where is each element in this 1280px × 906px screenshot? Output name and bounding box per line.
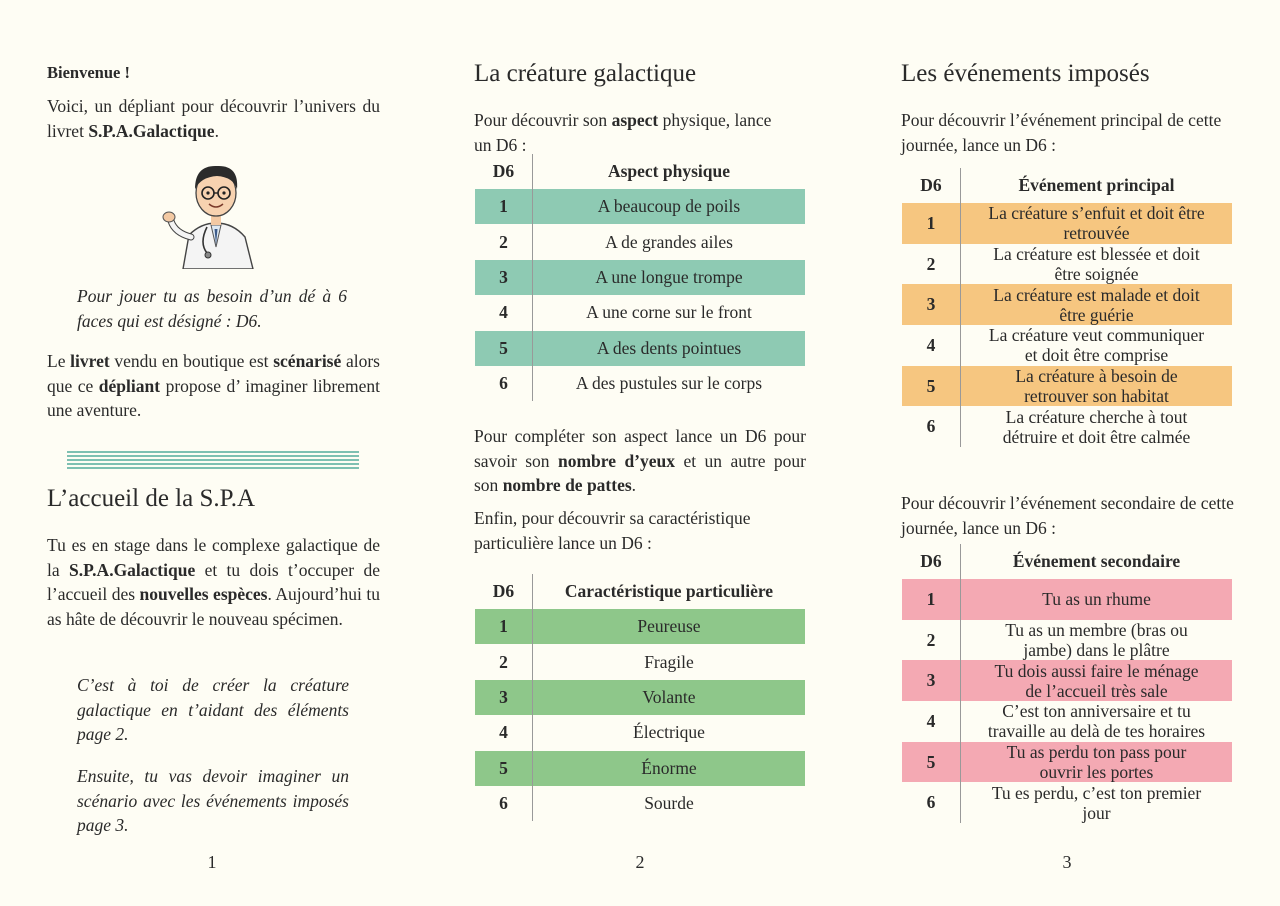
result-text: A de grandes ailes xyxy=(605,231,733,252)
table-header: Événement secondaire xyxy=(1012,551,1181,571)
carac-intro: Enfin, pour découvrir sa caractéristique particulière lance un D6 : xyxy=(474,508,751,553)
events-heading: Les événements imposés xyxy=(901,60,1150,87)
dice-value: 5 xyxy=(902,366,961,407)
result-line: La créature est malade et doit xyxy=(993,284,1200,305)
result-line: Tu as perdu ton pass pour xyxy=(1006,742,1187,763)
aspect-intro-text: Pour découvrir son xyxy=(474,110,612,130)
dice-value: 4 xyxy=(475,715,533,750)
stage-text-3: . Aujourd’hui tu as hâte de découvrir le nouveau spécimen. xyxy=(47,584,380,629)
result-text xyxy=(961,284,1233,325)
result-text: Volante xyxy=(642,686,696,707)
result-text: Sourde xyxy=(644,793,694,814)
accueil-heading: L’accueil de la S.P.A xyxy=(47,485,256,512)
result-line: C’est ton anniversaire et tu xyxy=(1002,701,1191,722)
dice-value: 4 xyxy=(902,701,961,742)
result-text xyxy=(961,742,1233,783)
result-text: Fragile xyxy=(644,651,694,672)
result-line: La créature s’enfuit et doit être xyxy=(988,203,1205,224)
result-line: et doit être comprise xyxy=(1024,345,1169,366)
table-row xyxy=(902,620,1232,661)
dice-note: Pour jouer tu as besoin d’un dé à 6 faces qui est désigné : D6. xyxy=(77,286,347,331)
dice-value: 3 xyxy=(475,260,533,295)
result-text: A beaucoup de poils xyxy=(597,196,741,217)
complete-text-3: . xyxy=(631,475,637,495)
result-line: La créature est blessée et doit xyxy=(993,244,1200,265)
table-row xyxy=(475,644,805,679)
table-header: D6 xyxy=(902,168,961,203)
create-note: C’est à toi de créer la créature galactique en t’aidant des éléments page 2. xyxy=(77,675,349,744)
dice-value: 2 xyxy=(475,224,533,259)
main-event-intro: Pour découvrir l’événement principal de cette journée, lance un D6 : xyxy=(901,110,1222,155)
dice-value: 1 xyxy=(475,189,533,224)
dice-value: 6 xyxy=(475,786,533,821)
carac-table xyxy=(475,574,805,821)
dice-value: 1 xyxy=(902,203,961,244)
nombre-yeux: nombre d’yeux xyxy=(557,450,676,471)
dice-value: 1 xyxy=(475,609,533,644)
result-text xyxy=(961,366,1233,407)
secondary-event-intro: Pour découvrir l’événement secondaire de cette journée, lance un D6 : xyxy=(901,493,1234,538)
table-row xyxy=(475,189,805,224)
dice-value: 6 xyxy=(475,366,533,401)
table-row xyxy=(902,244,1232,285)
table-row xyxy=(902,325,1232,366)
livret-text-1: Le xyxy=(47,351,71,371)
table-row xyxy=(475,260,805,295)
table-row xyxy=(475,224,805,259)
result-line: Tu dois aussi faire le ménage xyxy=(994,660,1199,681)
table-header: D6 xyxy=(475,154,533,189)
creature-heading: La créature galactique xyxy=(474,60,697,87)
scenario-note: Ensuite, tu vas devoir imaginer un scénario avec les événements imposés page 3. xyxy=(77,766,349,835)
result-line: La créature cherche à tout xyxy=(1005,406,1188,427)
table-header: Événement principal xyxy=(1018,175,1175,195)
result-text: A des pustules sur le corps xyxy=(575,373,763,394)
dice-value: 3 xyxy=(475,680,533,715)
table-row xyxy=(902,742,1232,783)
table-row xyxy=(475,331,805,366)
dice-value: 3 xyxy=(902,284,961,325)
result-text xyxy=(961,325,1233,366)
table-row xyxy=(475,609,805,644)
stage-paragraph xyxy=(47,533,380,631)
result-line: Tu as un rhume xyxy=(1042,589,1151,610)
dice-value: 5 xyxy=(475,331,533,366)
result-text: Énorme xyxy=(641,757,697,778)
result-line: retrouvée xyxy=(1063,223,1130,244)
secondary-event-table xyxy=(902,544,1232,823)
dice-value: 2 xyxy=(902,244,961,285)
result-line: Tu es perdu, c’est ton premier xyxy=(991,782,1202,803)
result-text: A une longue trompe xyxy=(595,266,743,287)
result-line: de l’accueil très sale xyxy=(1025,680,1168,701)
result-text xyxy=(961,782,1233,823)
table-row xyxy=(902,782,1232,823)
intro-end: . xyxy=(214,120,219,141)
page-2-column xyxy=(474,0,806,906)
page-number: 2 xyxy=(635,852,645,872)
dice-value: 4 xyxy=(475,295,533,330)
livret-text-4: propose d’ imaginer librement une aventure. xyxy=(47,375,380,420)
result-line: jour xyxy=(1082,802,1111,823)
result-text: A des dents pointues xyxy=(596,337,742,358)
livret-text-3: alors que ce xyxy=(47,351,380,396)
table-row xyxy=(475,680,805,715)
table-row xyxy=(902,366,1232,407)
nombre-pattes: nombre de pattes xyxy=(502,475,632,495)
table-row xyxy=(902,406,1232,447)
depliant-word: dépliant xyxy=(98,375,161,396)
dice-value: 5 xyxy=(475,751,533,786)
complete-text-1: Pour compléter son aspect lance un D6 pour savoir son xyxy=(474,426,806,471)
aspect-intro xyxy=(474,108,774,157)
stage-booklet-name: S.P.A.Galactique xyxy=(68,559,196,580)
complete-paragraph xyxy=(474,424,806,498)
result-text: Peureuse xyxy=(637,616,701,637)
aspect-table xyxy=(475,154,805,401)
table-row xyxy=(475,295,805,330)
result-text xyxy=(961,406,1233,447)
welcome-heading: Bienvenue ! xyxy=(47,63,130,82)
table-header: D6 xyxy=(475,574,533,609)
intro-booklet-name: S.P.A.Galactique xyxy=(88,120,215,141)
table-row xyxy=(902,579,1232,620)
page-number: 3 xyxy=(1062,852,1072,872)
scenarise-word: scénarisé xyxy=(273,351,342,371)
dice-value: 4 xyxy=(902,325,961,366)
table-header: Aspect physique xyxy=(607,161,731,181)
result-line: détruire et doit être calmée xyxy=(1002,426,1191,447)
result-line: La créature veut communiquer xyxy=(988,325,1205,346)
result-line: jambe) dans le plâtre xyxy=(1023,640,1170,661)
dice-value: 2 xyxy=(902,620,961,661)
nouvelles-especes: nouvelles espèces xyxy=(139,584,268,604)
table-header: Caractéristique particulière xyxy=(564,581,774,601)
table-row xyxy=(475,751,805,786)
livret-text-2: vendu en boutique est xyxy=(109,351,274,371)
aspect-word: aspect xyxy=(611,110,659,130)
table-row xyxy=(475,366,805,401)
table-row xyxy=(902,284,1232,325)
result-line: ouvrir les portes xyxy=(1039,762,1154,783)
result-text xyxy=(961,620,1233,661)
page-number: 1 xyxy=(207,852,217,872)
dice-value: 1 xyxy=(902,579,961,620)
result-text xyxy=(961,579,1233,620)
result-line: être soignée xyxy=(1054,264,1139,285)
livret-word: livret xyxy=(70,351,110,371)
result-line: Tu as un membre (bras ou xyxy=(1005,620,1188,641)
table-row xyxy=(475,786,805,821)
dice-value: 6 xyxy=(902,782,961,823)
result-line: être guérie xyxy=(1059,304,1134,325)
page-1-column xyxy=(47,0,380,906)
result-text xyxy=(961,701,1233,742)
dice-value: 3 xyxy=(902,660,961,701)
stage-text-1: Tu es en stage dans le complexe galactique de la xyxy=(47,535,380,580)
dice-value: 6 xyxy=(902,406,961,447)
aspect-intro-end: physique, lance un D6 : xyxy=(474,110,772,155)
table-header: D6 xyxy=(902,544,961,579)
livret-paragraph xyxy=(47,349,380,423)
stage-text-2: et tu dois t’occuper de l’accueil des xyxy=(47,559,380,604)
main-event-table xyxy=(902,168,1232,447)
dice-value: 2 xyxy=(475,644,533,679)
result-text xyxy=(961,203,1233,244)
result-text xyxy=(961,660,1233,701)
result-line: retrouver son habitat xyxy=(1024,386,1169,407)
page-3-column xyxy=(901,0,1234,906)
result-text: Électrique xyxy=(633,722,705,743)
table-row xyxy=(902,701,1232,742)
intro-text: Voici, un dépliant pour découvrir l’univers du livret xyxy=(47,96,380,141)
complete-text-2: et un autre pour son xyxy=(474,450,807,495)
dice-value: 5 xyxy=(902,742,961,783)
table-row xyxy=(902,203,1232,244)
table-row xyxy=(475,715,805,750)
table-row xyxy=(902,660,1232,701)
section-divider xyxy=(67,451,359,469)
intro-paragraph xyxy=(47,94,380,143)
result-line: travaille au delà de tes horaires xyxy=(987,721,1206,742)
result-text xyxy=(961,244,1233,285)
result-text: A une corne sur le front xyxy=(586,302,752,323)
doctor-illustration xyxy=(161,157,271,269)
result-line: La créature à besoin de xyxy=(1015,366,1178,387)
